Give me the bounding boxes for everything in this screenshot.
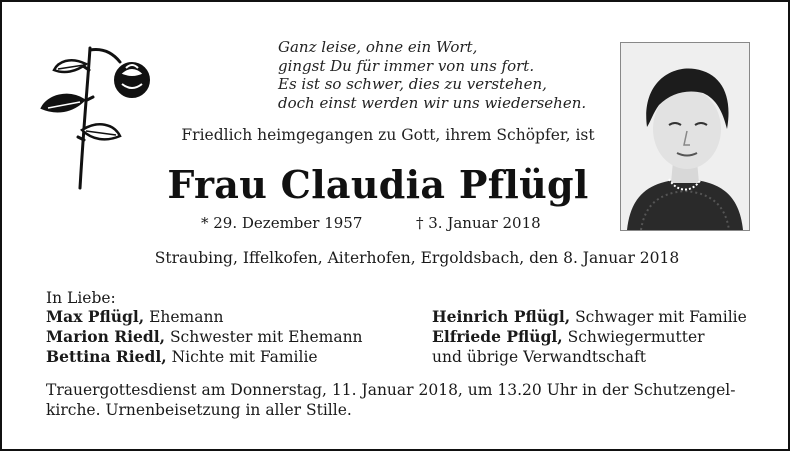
- mourner-row: [432, 307, 747, 327]
- mourner-row: [46, 347, 363, 367]
- deceased-name: Frau Claudia Pflügl: [167, 162, 589, 207]
- mourner-name: Heinrich Pflügl,: [432, 307, 571, 326]
- birth-date: * 29. Dezember 1957: [201, 214, 363, 232]
- mourner-row: [432, 327, 747, 347]
- places-date: Straubing, Iffelkofen, Aiterhofen, Ergoldsbach, den 8. Januar 2018: [154, 249, 680, 267]
- mourner-name: Max Pflügl,: [46, 307, 145, 326]
- mourners-right: [432, 307, 747, 367]
- death-date: † 3. Januar 2018: [416, 214, 541, 232]
- mourner-name: Elfriede Pflügl,: [432, 327, 563, 346]
- poem-line: doch einst werden wir uns wiedersehen.: [278, 93, 587, 112]
- service-info: [46, 380, 756, 420]
- portrait-photo: [620, 42, 750, 231]
- mourner-relation: Schwiegermutter: [562, 328, 705, 346]
- mourner-name: Bettina Riedl,: [46, 347, 167, 366]
- mourners-left: [46, 307, 363, 367]
- intro-text: Friedlich heimgegangen zu Gott, ihrem Schöpfer, ist: [181, 126, 595, 144]
- mourner-row: [432, 347, 747, 367]
- service-line: kirche. Urnenbeisetzung in aller Stille.: [46, 401, 352, 419]
- poem-line: Es ist so schwer, dies zu verstehen,: [278, 75, 547, 93]
- in-love-label: In Liebe:: [46, 289, 116, 307]
- poem-line: Ganz leise, ohne ein Wort,: [278, 38, 478, 56]
- mourner-relation: Schwager mit Familie: [570, 308, 747, 326]
- poem-line: gingst Du für immer von uns fort.: [278, 56, 535, 75]
- mourner-row: [46, 307, 363, 327]
- mourner-relation: Ehemann: [144, 308, 224, 326]
- mourner-row: [46, 327, 363, 347]
- mourner-relation: Schwester mit Ehemann: [165, 328, 363, 346]
- rose-icon: [40, 40, 160, 192]
- service-line: Trauergottesdienst am Donnerstag, 11. Januar 2018, um 13.20 Uhr in der Schutzengel-: [46, 381, 736, 399]
- mourner-relation: Nichte mit Familie: [166, 348, 318, 366]
- mourner-name: Marion Riedl,: [46, 327, 166, 346]
- mourner-relation: und übrige Verwandtschaft: [432, 348, 646, 366]
- poem: [278, 38, 608, 112]
